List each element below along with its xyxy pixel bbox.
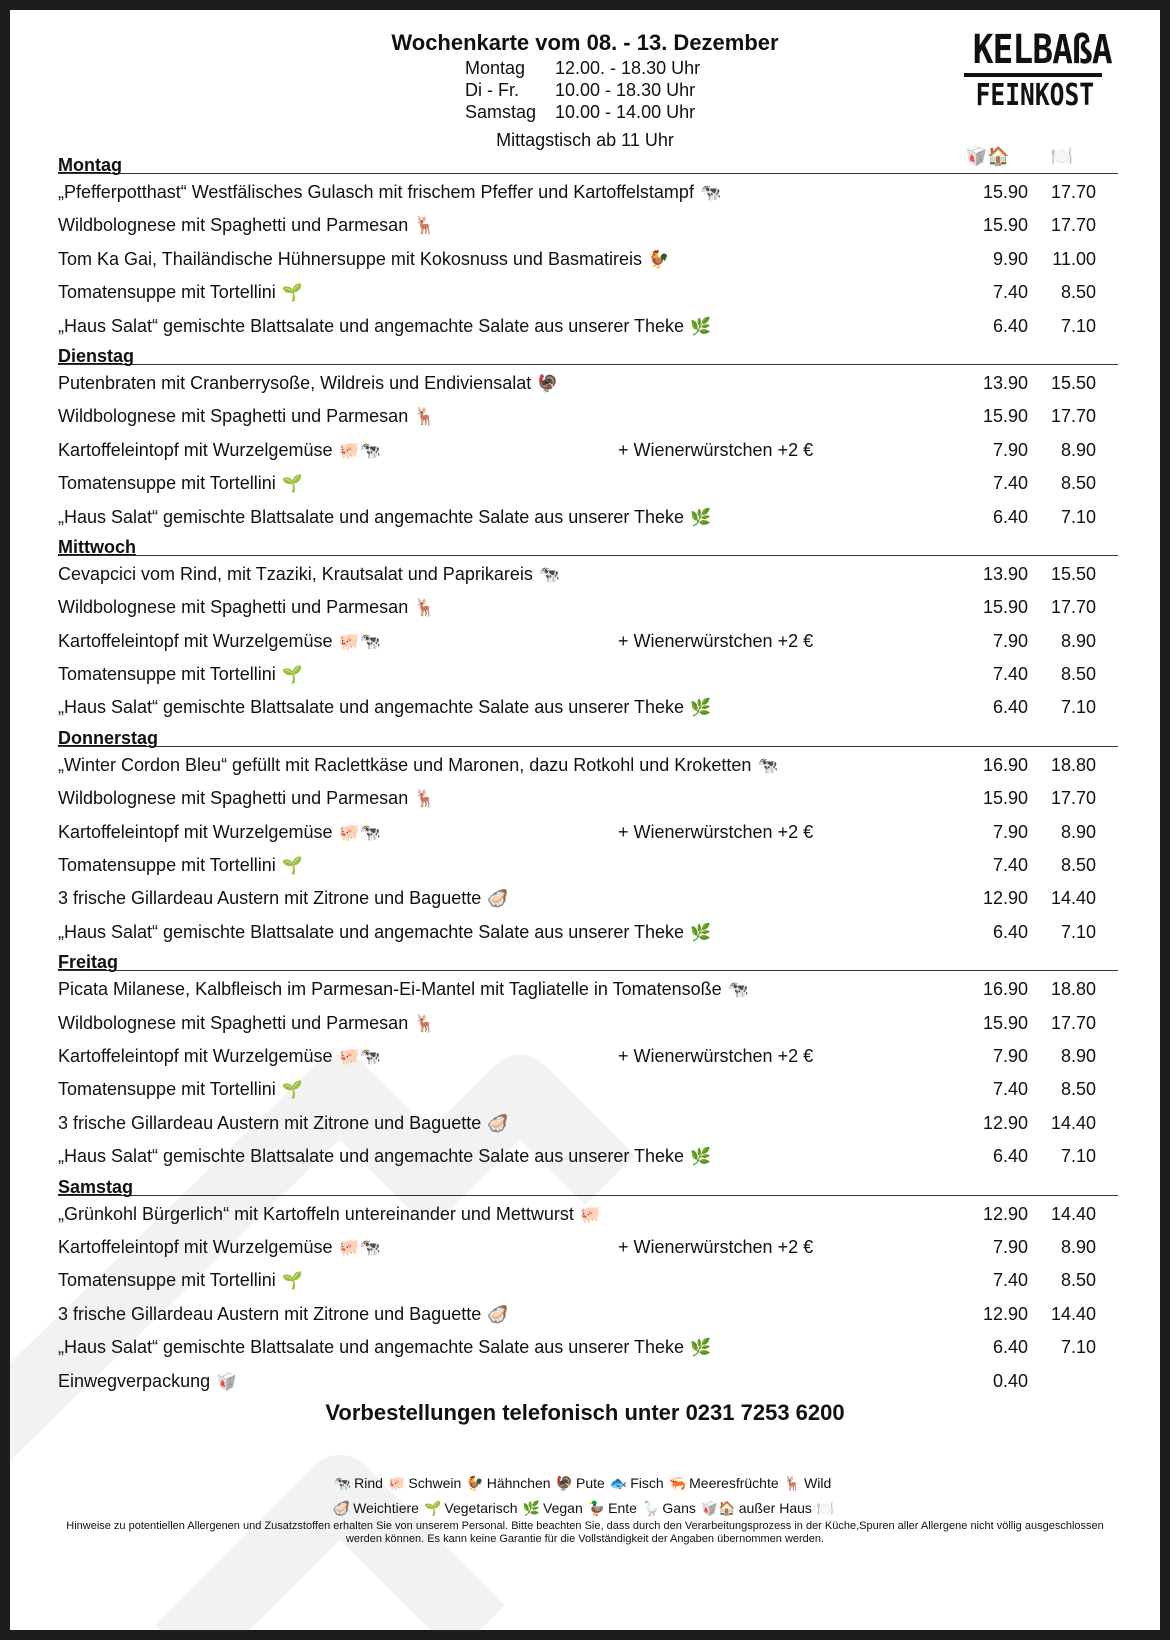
menu-page — [10, 10, 1160, 1630]
dish-line — [58, 249, 669, 270]
dish-category-icon: 🌱 — [281, 283, 303, 303]
dish-line — [58, 373, 558, 394]
legend-icon: 🦪 — [332, 1500, 351, 1516]
dish-name: 3 frische Gillardeau Austern mit Zitrone und Baguette — [58, 1112, 482, 1133]
dish-line — [58, 1146, 711, 1167]
menu-item — [58, 915, 1118, 948]
price-takeaway: 7.40 — [992, 855, 1028, 876]
legend-icon: 🐓 — [466, 1475, 484, 1491]
legend-label: Vegetarisch — [444, 1500, 518, 1516]
dish-line — [58, 182, 721, 203]
price-dine-in: 7.10 — [1060, 697, 1096, 718]
menu-item — [58, 590, 1118, 623]
menu-list — [58, 151, 1118, 1397]
price-dine-in: 15.50 — [1050, 563, 1096, 584]
price-dine-in: 17.70 — [1050, 182, 1096, 202]
dish-category-icon: 🦪 — [487, 1113, 509, 1133]
price-dine-in: 8.90 — [1060, 630, 1096, 651]
menu-item — [58, 1230, 1118, 1263]
legend-icon: 🌱 — [423, 1500, 442, 1516]
menu-item — [58, 1039, 1118, 1072]
price-takeaway: 16.90 — [982, 754, 1028, 775]
dish-name: „Grünkohl Bürgerlich“ mit Kartoffeln untereinander und Mettwurst — [58, 1203, 574, 1224]
dish-line — [58, 664, 303, 685]
dish-line — [58, 597, 435, 618]
dish-category-icon: 🐖🐄 — [338, 1237, 381, 1257]
dish-name: 3 frische Gillardeau Austern mit Zitrone und Baguette — [58, 1303, 482, 1324]
menu-item — [58, 1106, 1118, 1139]
price-dine-in: 8.50 — [1060, 1270, 1096, 1291]
legend-icon: 🦌 — [783, 1475, 802, 1491]
day-name: Donnerstag — [58, 727, 159, 748]
hours-time: 10.00 - 18.30 Uhr — [555, 80, 696, 100]
dish-addon: + Wienerwürstchen +2 € — [618, 821, 814, 842]
price-dine-in: 15.50 — [1050, 372, 1096, 393]
price-dine-in: 14.40 — [1050, 1203, 1096, 1224]
price-dine-in: 7.10 — [1060, 1146, 1096, 1167]
price-takeaway: 0.40 — [992, 1370, 1028, 1391]
legend-label: Ente — [608, 1500, 637, 1516]
dish-line — [58, 507, 711, 528]
day-heading — [58, 342, 1118, 365]
dish-line — [58, 1270, 303, 1291]
dish-category-icon: 🌱 — [281, 1080, 303, 1100]
price-dine-in: 18.80 — [1050, 979, 1096, 1000]
dish-line — [58, 979, 749, 1000]
dish-addon: + Wienerwürstchen +2 € — [618, 439, 814, 460]
day-heading — [58, 151, 1118, 174]
dish-line — [58, 1079, 303, 1100]
price-dine-in: 14.40 — [1050, 888, 1096, 909]
menu-item — [58, 433, 1118, 466]
dish-name: Kartoffeleintopf mit Wurzelgemüse — [58, 630, 333, 651]
dish-name: Picata Milanese, Kalbfleisch im Parmesan-Ei-Mantel mit Tagliatelle in Tomatensoße — [58, 979, 722, 1000]
price-takeaway: 12.90 — [982, 1112, 1028, 1133]
price-takeaway: 15.90 — [982, 788, 1028, 809]
dish-name: 3 frische Gillardeau Austern mit Zitrone und Baguette — [58, 888, 482, 909]
menu-item — [58, 1139, 1118, 1172]
dish-line — [58, 1237, 381, 1258]
menu-item — [58, 748, 1118, 781]
price-takeaway: 7.40 — [992, 473, 1028, 494]
menu-item — [58, 275, 1118, 308]
price-dine-in: 7.10 — [1060, 506, 1096, 527]
price-dine-in: 11.00 — [1052, 248, 1096, 269]
legend-label: Fisch — [630, 1475, 664, 1491]
price-dine-in: 8.90 — [1060, 1236, 1096, 1257]
legend-label: Gans — [662, 1500, 696, 1516]
dish-addon: + Wienerwürstchen +2 € — [618, 1045, 814, 1066]
dish-line — [58, 755, 779, 776]
price-takeaway: 12.90 — [982, 1303, 1028, 1324]
price-dine-in: 14.40 — [1050, 1303, 1096, 1324]
legend-icon: 🐟 — [609, 1475, 628, 1491]
hours-day: Samstag — [465, 102, 537, 122]
dish-line — [58, 855, 303, 876]
legend-icon: 🐄 — [333, 1475, 352, 1491]
price-takeaway: 7.40 — [992, 664, 1028, 685]
dish-category-icon: 🌿 — [690, 507, 712, 527]
dish-line — [58, 888, 508, 909]
dish-name: „Haus Salat“ gemischte Blattsalate und angemachte Salate aus unserer Theke — [58, 697, 685, 718]
menu-item — [58, 466, 1118, 499]
price-dine-in: 8.50 — [1060, 1079, 1096, 1100]
dish-category-icon: 🌱 — [281, 856, 303, 876]
menu-item — [58, 309, 1118, 342]
dish-line — [58, 1113, 508, 1134]
price-dine-in: 7.10 — [1060, 315, 1096, 336]
dish-category-icon: 🦌 — [414, 407, 436, 427]
menu-item — [58, 500, 1118, 533]
price-dine-in: 8.50 — [1060, 282, 1096, 303]
dish-category-icon: 🦌 — [414, 789, 436, 809]
day-heading — [58, 533, 1118, 556]
menu-item — [58, 1197, 1118, 1230]
dish-name: „Haus Salat“ gemischte Blattsalate und angemachte Salate aus unserer Theke — [58, 921, 685, 942]
takeaway-icon: 🥡🏠 — [965, 146, 1010, 166]
legend-label: Schwein — [408, 1475, 462, 1491]
price-dine-in: 8.90 — [1060, 439, 1096, 460]
menu-item — [58, 848, 1118, 881]
logo-wordmark: KELBAßA — [972, 27, 1112, 73]
price-dine-in: 17.70 — [1050, 788, 1096, 809]
dish-category-icon: 🦃 — [537, 373, 559, 393]
price-takeaway: 7.40 — [992, 1270, 1028, 1291]
dish-category-icon: 🦪 — [487, 1304, 509, 1324]
price-takeaway: 6.40 — [992, 1337, 1028, 1358]
dish-line — [58, 922, 711, 943]
price-takeaway: 16.90 — [982, 979, 1028, 1000]
dish-name: „Haus Salat“ gemischte Blattsalate und angemachte Salate aus unserer Theke — [58, 506, 685, 527]
dish-category-icon: 🌿 — [690, 922, 712, 942]
price-takeaway: 6.40 — [992, 921, 1028, 942]
legend-row — [10, 1500, 1160, 1517]
dish-name: Tomatensuppe mit Tortellini — [58, 473, 276, 494]
dish-category-icon: 🥡 — [216, 1371, 238, 1391]
day-name: Dienstag — [58, 345, 135, 366]
hours-day: Di - Fr. — [465, 80, 519, 100]
dish-name: „Haus Salat“ gemischte Blattsalate und angemachte Salate aus unserer Theke — [58, 1146, 685, 1167]
dish-name: Tomatensuppe mit Tortellini — [58, 1079, 276, 1100]
dish-name: Putenbraten mit Cranberrysoße, Wildreis und Endiviensalat — [58, 372, 532, 393]
menu-item — [58, 242, 1118, 275]
dish-category-icon: 🐄 — [538, 564, 561, 584]
price-takeaway: 9.90 — [992, 248, 1028, 269]
dish-line — [58, 1371, 237, 1392]
dish-category-icon: 🌱 — [281, 665, 303, 685]
dish-name: „Haus Salat“ gemischte Blattsalate und angemachte Salate aus unserer Theke — [58, 1337, 685, 1358]
menu-item — [58, 1072, 1118, 1105]
legend-label: Wild — [804, 1475, 832, 1491]
dish-line — [58, 1013, 435, 1034]
dish-name: „Haus Salat“ gemischte Blattsalate und angemachte Salate aus unserer Theke — [58, 315, 685, 336]
dish-line — [58, 564, 560, 585]
menu-item — [58, 399, 1118, 432]
day-name: Samstag — [58, 1176, 134, 1197]
dish-category-icon: 🐄 — [699, 183, 722, 202]
price-dine-in: 18.80 — [1050, 754, 1096, 775]
price-dine-in: 8.90 — [1060, 821, 1096, 842]
price-dine-in: 14.40 — [1050, 1112, 1096, 1133]
menu-item — [58, 815, 1118, 848]
menu-item — [58, 175, 1118, 208]
price-takeaway: 12.90 — [982, 1203, 1028, 1224]
dish-category-icon: 🐄 — [727, 980, 749, 1000]
price-takeaway: 7.90 — [992, 821, 1028, 842]
dish-addon: + Wienerwürstchen +2 € — [618, 1236, 814, 1257]
dish-category-icon: 🐖 — [579, 1204, 602, 1224]
price-takeaway: 7.40 — [992, 282, 1028, 303]
menu-item — [58, 1364, 1118, 1397]
legend-label: Pute — [576, 1475, 605, 1491]
dish-line — [58, 697, 711, 718]
dish-line — [58, 1304, 508, 1325]
dish-line — [58, 215, 435, 236]
menu-item — [58, 781, 1118, 814]
price-takeaway: 15.90 — [982, 215, 1028, 236]
lunch-note: Mittagstisch ab 11 Uhr — [496, 130, 674, 150]
price-dine-in: 17.70 — [1050, 1012, 1096, 1033]
day-name: Freitag — [58, 952, 119, 973]
menu-item — [58, 1297, 1118, 1330]
legend-label: Hähnchen — [486, 1475, 551, 1491]
menu-title: Wochenkarte vom 08. - 13. Dezember — [391, 30, 779, 55]
menu-item — [58, 657, 1118, 690]
dish-category-icon: 🦌 — [414, 598, 436, 618]
legend-icon: 🦃 — [555, 1475, 573, 1491]
day-name: Montag — [58, 155, 122, 175]
dish-line — [58, 788, 435, 809]
legend-icon: 🦐 — [668, 1475, 687, 1491]
dish-name: Kartoffeleintopf mit Wurzelgemüse — [58, 1236, 333, 1257]
dish-category-icon: 🐄 — [757, 755, 779, 775]
legend-label: Meeresfrüchte — [689, 1475, 779, 1491]
day-heading — [58, 1173, 1118, 1196]
price-takeaway: 7.40 — [992, 1079, 1028, 1100]
hours-time: 12.00. - 18.30 Uhr — [555, 58, 701, 78]
price-dine-in: 17.70 — [1050, 215, 1096, 236]
price-dine-in: 8.50 — [1060, 664, 1096, 685]
dish-name: Wildbolognese mit Spaghetti und Parmesan — [58, 215, 409, 236]
price-takeaway: 6.40 — [992, 506, 1028, 527]
price-dine-in: 17.70 — [1050, 406, 1096, 427]
legend-icon: 🪿 — [641, 1500, 660, 1516]
dish-category-icon: 🌱 — [281, 1271, 303, 1291]
price-takeaway: 13.90 — [982, 372, 1028, 393]
dish-name: Einwegverpackung — [58, 1370, 211, 1391]
legend-icon: 🐖 — [387, 1475, 406, 1491]
dish-category-icon: 🐖🐄 — [338, 631, 381, 651]
dish-category-icon: 🦌 — [414, 216, 436, 236]
dish-name: Wildbolognese mit Spaghetti und Parmesan — [58, 597, 409, 618]
menu-item — [58, 972, 1118, 1005]
dish-name: Kartoffeleintopf mit Wurzelgemüse — [58, 821, 333, 842]
logo — [963, 27, 1112, 113]
price-takeaway: 6.40 — [992, 1146, 1028, 1167]
menu-item — [58, 690, 1118, 723]
price-dine-in: 8.50 — [1060, 855, 1096, 876]
dine-in-icon: 🍽️ — [1050, 146, 1074, 166]
dish-name: Wildbolognese mit Spaghetti und Parmesan — [58, 1012, 409, 1033]
menu-item — [58, 208, 1118, 241]
legend-label: Rind — [354, 1475, 383, 1491]
dish-name: Tomatensuppe mit Tortellini — [58, 664, 276, 685]
logo-divider — [964, 73, 1102, 77]
price-takeaway: 15.90 — [982, 182, 1028, 202]
dish-line — [58, 473, 303, 494]
hours-time: 10.00 - 14.00 Uhr — [555, 102, 696, 122]
dish-name: Tomatensuppe mit Tortellini — [58, 855, 276, 876]
dish-category-icon: 🌿 — [690, 1338, 712, 1358]
price-dine-in: 17.70 — [1050, 597, 1096, 618]
price-dine-in: 7.10 — [1060, 921, 1096, 942]
dish-category-icon: 🌱 — [281, 474, 303, 494]
price-takeaway: 7.90 — [992, 1045, 1028, 1066]
day-heading — [58, 724, 1118, 747]
price-dine-in: 7.10 — [1060, 1337, 1096, 1358]
legend-icon: 🌿 — [522, 1500, 541, 1516]
price-takeaway: 7.90 — [992, 1236, 1028, 1257]
dish-line — [58, 822, 381, 843]
price-takeaway: 12.90 — [982, 888, 1028, 909]
day-heading — [58, 948, 1118, 971]
price-dine-in: 8.50 — [1060, 473, 1096, 494]
menu-item — [58, 557, 1118, 590]
legend-row — [10, 1475, 1160, 1492]
price-dine-in: 8.90 — [1060, 1045, 1096, 1066]
dish-category-icon: 🐓 — [647, 249, 670, 269]
dish-name: Cevapcici vom Rind, mit Tzaziki, Krautsalat und Paprikareis — [58, 563, 533, 584]
dish-line — [58, 1046, 381, 1067]
dish-category-icon: 🌿 — [690, 1147, 712, 1167]
price-takeaway: 6.40 — [992, 697, 1028, 718]
dish-category-icon: 🦌 — [414, 1013, 436, 1033]
price-takeaway: 15.90 — [982, 406, 1028, 427]
dish-name: Wildbolognese mit Spaghetti und Parmesan — [58, 788, 409, 809]
dish-line — [58, 282, 303, 303]
legend-label: außer Haus — [738, 1500, 812, 1516]
price-takeaway: 7.90 — [992, 439, 1028, 460]
price-takeaway: 15.90 — [982, 1012, 1028, 1033]
legend-icon: 🍽️ — [816, 1500, 835, 1516]
menu-item — [58, 1330, 1118, 1363]
dish-category-icon: 🐖🐄 — [338, 1046, 381, 1066]
hours-day: Montag — [465, 58, 526, 78]
allergen-note: Hinweise zu potentiellen Allergenen und Zusatzstoffen erhalten Sie von unserem Personal. Bitte beachten Sie, dass durch den Verarbeitungsprozess in der Küche,Spuren aller Allergene nicht völlig ausgeschlossen werden können. Es kann keine Garantie für die Vollständigkeit der Angaben übernommen werden. — [66, 1520, 1104, 1545]
menu-item — [58, 1263, 1118, 1296]
dish-category-icon: 🐖🐄 — [338, 822, 381, 842]
dish-name: Tom Ka Gai, Thailändische Hühnersuppe mit Kokosnuss und Basmatireis — [58, 248, 642, 269]
legend-label: Vegan — [543, 1500, 583, 1516]
dish-name: „Winter Cordon Bleu“ gefüllt mit Raclettkäse und Maronen, dazu Rotkohl und Kroketten — [58, 754, 752, 775]
price-takeaway: 6.40 — [992, 315, 1028, 336]
phone-order-note: Vorbestellungen telefonisch unter 0231 7253 6200 — [325, 1400, 845, 1425]
legend-icon: 🦆 — [587, 1500, 606, 1516]
logo-subtitle: FEINKOST — [975, 78, 1095, 113]
dish-category-icon: 🐖🐄 — [338, 440, 381, 460]
dish-category-icon: 🌿 — [690, 316, 712, 336]
day-name: Mittwoch — [58, 536, 136, 557]
legend-icon: 🥡🏠 — [700, 1500, 736, 1516]
dish-line — [58, 440, 381, 461]
dish-name: Kartoffeleintopf mit Wurzelgemüse — [58, 1045, 333, 1066]
dish-name: Tomatensuppe mit Tortellini — [58, 282, 276, 303]
dish-category-icon: 🌿 — [690, 698, 712, 718]
price-takeaway: 13.90 — [982, 563, 1028, 584]
dish-line — [58, 1337, 711, 1358]
menu-item — [58, 366, 1118, 399]
dish-name: Kartoffeleintopf mit Wurzelgemüse — [58, 439, 333, 460]
dish-addon: + Wienerwürstchen +2 € — [618, 630, 814, 651]
menu-item — [58, 881, 1118, 914]
dish-line — [58, 316, 711, 337]
dish-name: Wildbolognese mit Spaghetti und Parmesan — [58, 406, 409, 427]
dish-line — [58, 406, 435, 427]
dish-category-icon: 🦪 — [487, 889, 509, 909]
dish-name: „Pfefferpotthast“ Westfälisches Gulasch mit frischem Pfeffer und Kartoffelstampf — [58, 182, 694, 202]
price-takeaway: 7.90 — [992, 630, 1028, 651]
menu-item — [58, 1006, 1118, 1039]
price-takeaway: 15.90 — [982, 597, 1028, 618]
dish-line — [58, 1204, 601, 1225]
dish-name: Tomatensuppe mit Tortellini — [58, 1270, 276, 1291]
legend-label: Weichtiere — [353, 1500, 419, 1516]
dish-line — [58, 631, 381, 652]
menu-item — [58, 624, 1118, 657]
